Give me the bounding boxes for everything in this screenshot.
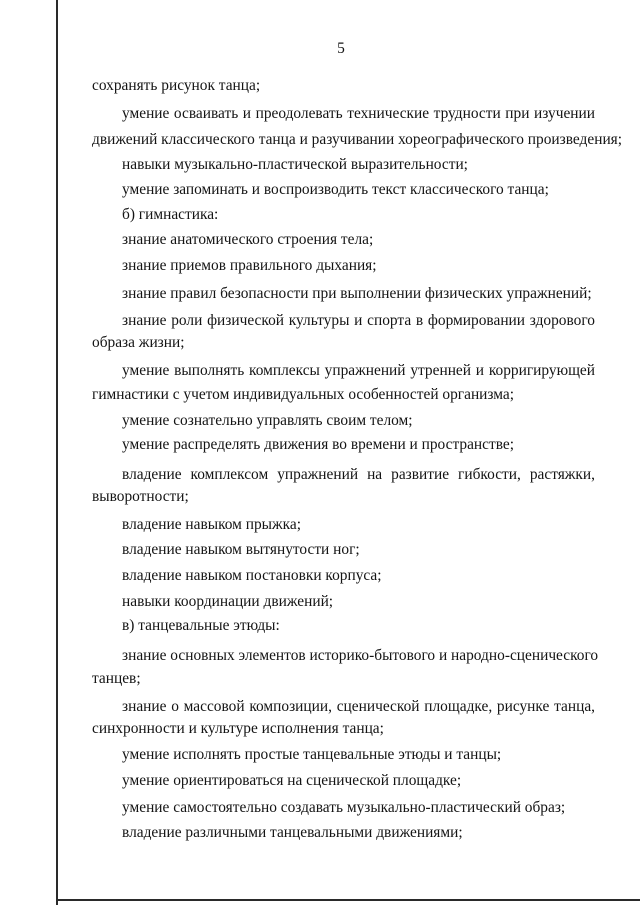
text-line: навыки координации движений;	[122, 593, 334, 610]
text-line: знание о массовой композиции, сценической площадке, рисунке танца,	[122, 698, 595, 715]
text-line: знание анатомического строения тела;	[122, 231, 374, 248]
text-line: движений классического танца и разучивании хореографического произведения;	[92, 131, 623, 148]
text-line: владение навыком прыжка;	[122, 516, 302, 533]
text-line: знание приемов правильного дыхания;	[122, 257, 377, 274]
text-line: умение сознательно управлять своим телом;	[122, 412, 413, 429]
text-line: гимнастики с учетом индивидуальных особенностей организма;	[92, 386, 515, 403]
section-heading: б) гимнастика:	[122, 206, 219, 223]
page-number: 5	[337, 40, 345, 57]
text-line: владение комплексом упражнений на развитие гибкости, растяжки,	[122, 466, 595, 483]
text-line: образа жизни;	[92, 334, 185, 351]
text-line: владение различными танцевальными движениями;	[122, 824, 463, 841]
text-line: знание основных элементов историко-бытового и народно-сценического	[122, 647, 599, 664]
text-line: умение самостоятельно создавать музыкально-пластический образ;	[122, 799, 566, 816]
text-line: синхронности и культуре исполнения танца;	[92, 720, 384, 737]
text-line: знание правил безопасности при выполнении физических упражнений;	[122, 285, 592, 302]
text-line: выворотности;	[92, 488, 189, 505]
text-line: сохранять рисунок танца;	[92, 77, 261, 94]
text-line: владение навыком постановки корпуса;	[122, 567, 382, 584]
text-line: умение распределять движения во времени и пространстве;	[122, 436, 514, 453]
page-left-edge	[56, 0, 58, 905]
text-line: умение осваивать и преодолевать технические трудности при изучении	[122, 105, 595, 122]
page-bottom-edge	[56, 899, 640, 901]
text-line: умение исполнять простые танцевальные этюды и танцы;	[122, 746, 502, 763]
text-line: умение запоминать и воспроизводить текст классического танца;	[122, 181, 549, 198]
text-line: умение выполнять комплексы упражнений утренней и корригирующей	[122, 362, 595, 379]
text-line: владение навыком вытянутости ног;	[122, 541, 360, 558]
text-line: навыки музыкально-пластической выразительности;	[122, 156, 468, 173]
text-line: умение ориентироваться на сценической площадке;	[122, 772, 462, 789]
section-heading: в) танцевальные этюды:	[122, 617, 280, 634]
text-line: знание роли физической культуры и спорта в формировании здорового	[122, 312, 595, 329]
text-line: танцев;	[92, 670, 141, 687]
